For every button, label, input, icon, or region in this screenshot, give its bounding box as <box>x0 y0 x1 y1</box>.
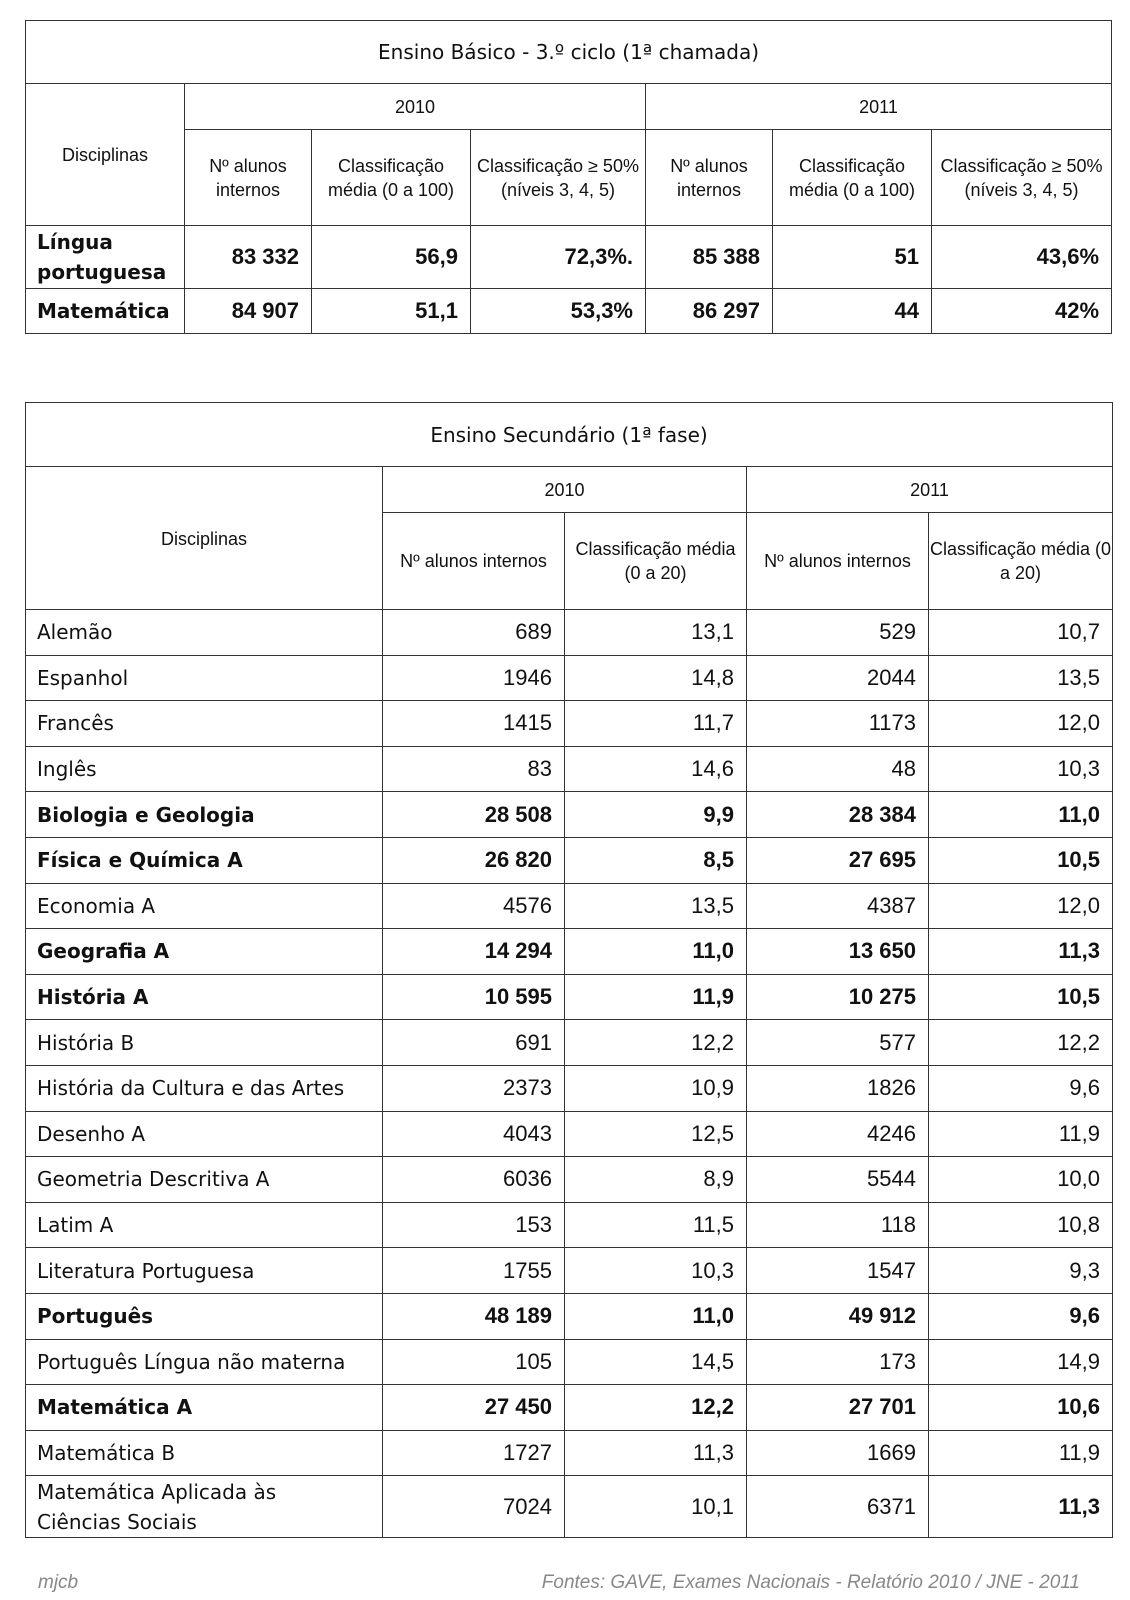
cell: 48 189 <box>383 1293 565 1339</box>
cell: 11,0 <box>929 792 1113 838</box>
row-name: Biologia e Geologia <box>26 792 383 838</box>
basico-col-pct-2010: Classificação ≥ 50% (níveis 3, 4, 5) <box>471 130 646 226</box>
secundario-col-alunos-2011: Nº alunos internos <box>747 513 929 610</box>
cell: 1669 <box>747 1430 929 1476</box>
cell: 4387 <box>747 883 929 929</box>
secundario-body <box>26 610 1113 1538</box>
basico-col-alunos-2010: Nº alunos internos <box>185 130 312 226</box>
cell: 13,5 <box>565 883 747 929</box>
cell: 10,1 <box>565 1476 747 1538</box>
cell: 10,6 <box>929 1385 1113 1431</box>
row-name: Alemão <box>26 610 383 656</box>
secundario-col-media-2010: Classificação média (0 a 20) <box>565 513 747 610</box>
cell: 14 294 <box>383 929 565 975</box>
table-row <box>26 746 1113 792</box>
cell: 43,6% <box>932 226 1112 289</box>
cell: 1547 <box>747 1248 929 1294</box>
cell: 1415 <box>383 701 565 747</box>
cell: 27 695 <box>747 837 929 883</box>
cell: 11,0 <box>565 1293 747 1339</box>
table-row <box>26 1202 1113 1248</box>
cell: 105 <box>383 1339 565 1385</box>
row-name: Geografia A <box>26 929 383 975</box>
cell: 1826 <box>747 1065 929 1111</box>
cell: 14,6 <box>565 746 747 792</box>
cell: 1173 <box>747 701 929 747</box>
table-row <box>26 792 1113 838</box>
table-row <box>26 883 1113 929</box>
table-row <box>26 837 1113 883</box>
cell: 10,7 <box>929 610 1113 656</box>
cell: 10 595 <box>383 974 565 1020</box>
cell: 7024 <box>383 1476 565 1538</box>
cell: 691 <box>383 1020 565 1066</box>
table-row <box>26 1476 1113 1538</box>
basico-col-alunos-2011: Nº alunos internos <box>646 130 773 226</box>
secundario-col-media-2011: Classificação média (0 a 20) <box>929 513 1113 610</box>
cell: 13 650 <box>747 929 929 975</box>
row-name: Português Língua não materna <box>26 1339 383 1385</box>
cell: 12,2 <box>929 1020 1113 1066</box>
cell: 48 <box>747 746 929 792</box>
row-name: Física e Química A <box>26 837 383 883</box>
cell: 14,9 <box>929 1339 1113 1385</box>
secundario-col-alunos-2010: Nº alunos internos <box>383 513 565 610</box>
row-name: Francês <box>26 701 383 747</box>
row-name: Inglês <box>26 746 383 792</box>
row-name: Geometria Descritiva A <box>26 1157 383 1203</box>
row-name: Língua portuguesa <box>26 226 185 289</box>
basico-title: Ensino Básico - 3.º ciclo (1ª chamada) <box>26 21 1112 84</box>
cell: 4576 <box>383 883 565 929</box>
row-name: Matemática A <box>26 1385 383 1431</box>
row-name: Desenho A <box>26 1111 383 1157</box>
cell: 5544 <box>747 1157 929 1203</box>
cell: 2044 <box>747 655 929 701</box>
cell: 44 <box>773 289 932 334</box>
cell: 83 <box>383 746 565 792</box>
cell: 14,8 <box>565 655 747 701</box>
cell: 11,9 <box>929 1111 1113 1157</box>
cell: 12,0 <box>929 701 1113 747</box>
cell: 6371 <box>747 1476 929 1538</box>
cell: 9,6 <box>929 1293 1113 1339</box>
cell: 8,5 <box>565 837 747 883</box>
basico-year-2010: 2010 <box>185 84 646 130</box>
cell: 11,9 <box>565 974 747 1020</box>
ensino-basico-table <box>25 20 1112 334</box>
cell: 51 <box>773 226 932 289</box>
cell: 28 384 <box>747 792 929 838</box>
cell: 86 297 <box>646 289 773 334</box>
table-row <box>26 1157 1113 1203</box>
row-name: Economia A <box>26 883 383 929</box>
row-name: Português <box>26 1293 383 1339</box>
cell: 27 701 <box>747 1385 929 1431</box>
cell: 4043 <box>383 1111 565 1157</box>
cell: 10,3 <box>565 1248 747 1294</box>
cell: 13,5 <box>929 655 1113 701</box>
table-row <box>26 701 1113 747</box>
cell: 11,3 <box>565 1430 747 1476</box>
cell: 2373 <box>383 1065 565 1111</box>
cell: 4246 <box>747 1111 929 1157</box>
cell: 85 388 <box>646 226 773 289</box>
cell: 11,5 <box>565 1202 747 1248</box>
cell: 9,9 <box>565 792 747 838</box>
basico-disciplinas-header: Disciplinas <box>26 84 185 226</box>
table-row <box>26 1339 1113 1385</box>
cell: 1755 <box>383 1248 565 1294</box>
cell: 10,3 <box>929 746 1113 792</box>
table-row <box>26 1293 1113 1339</box>
cell: 42% <box>932 289 1112 334</box>
cell: 12,0 <box>929 883 1113 929</box>
table-row <box>26 289 1112 334</box>
cell: 10,9 <box>565 1065 747 1111</box>
cell: 53,3% <box>471 289 646 334</box>
cell: 577 <box>747 1020 929 1066</box>
table-row <box>26 610 1113 656</box>
cell: 13,1 <box>565 610 747 656</box>
footer-sources: Fontes: GAVE, Exames Nacionais - Relatório 2010 / JNE - 2011 <box>541 1572 1080 1593</box>
row-name: História B <box>26 1020 383 1066</box>
secundario-year-2011: 2011 <box>747 467 1113 513</box>
cell: 12,2 <box>565 1020 747 1066</box>
cell: 12,2 <box>565 1385 747 1431</box>
table-row <box>26 655 1113 701</box>
table-row <box>26 929 1113 975</box>
cell: 8,9 <box>565 1157 747 1203</box>
row-name: Matemática B <box>26 1430 383 1476</box>
cell: 9,6 <box>929 1065 1113 1111</box>
cell: 173 <box>747 1339 929 1385</box>
table-row <box>26 226 1112 289</box>
basico-col-media-2011: Classificação média (0 a 100) <box>773 130 932 226</box>
row-name: Matemática <box>26 289 185 334</box>
cell: 11,7 <box>565 701 747 747</box>
cell: 51,1 <box>312 289 471 334</box>
cell: 529 <box>747 610 929 656</box>
secundario-disciplinas-header: Disciplinas <box>26 467 383 610</box>
ensino-secundario-table <box>25 402 1113 1538</box>
cell: 12,5 <box>565 1111 747 1157</box>
row-name: Latim A <box>26 1202 383 1248</box>
cell: 11,0 <box>565 929 747 975</box>
cell: 10,0 <box>929 1157 1113 1203</box>
row-name: História da Cultura e das Artes <box>26 1065 383 1111</box>
cell: 14,5 <box>565 1339 747 1385</box>
row-name: Matemática Aplicada às Ciências Sociais <box>26 1476 383 1538</box>
cell: 10,5 <box>929 974 1113 1020</box>
cell: 10,5 <box>929 837 1113 883</box>
cell: 689 <box>383 610 565 656</box>
row-name: História A <box>26 974 383 1020</box>
table-row <box>26 1385 1113 1431</box>
cell: 11,9 <box>929 1430 1113 1476</box>
cell: 10 275 <box>747 974 929 1020</box>
cell: 28 508 <box>383 792 565 838</box>
table-row <box>26 974 1113 1020</box>
table-row <box>26 1248 1113 1294</box>
basico-year-2011: 2011 <box>646 84 1112 130</box>
basico-col-media-2010: Classificação média (0 a 100) <box>312 130 471 226</box>
cell: 56,9 <box>312 226 471 289</box>
cell: 118 <box>747 1202 929 1248</box>
table-row <box>26 1430 1113 1476</box>
cell: 27 450 <box>383 1385 565 1431</box>
cell: 84 907 <box>185 289 312 334</box>
cell: 9,3 <box>929 1248 1113 1294</box>
cell: 6036 <box>383 1157 565 1203</box>
cell: 11,3 <box>929 929 1113 975</box>
footer-author: mjcb <box>38 1572 79 1593</box>
table-row <box>26 1065 1113 1111</box>
secundario-title: Ensino Secundário (1ª fase) <box>26 403 1113 467</box>
cell: 49 912 <box>747 1293 929 1339</box>
cell: 11,3 <box>929 1476 1113 1538</box>
basico-col-pct-2011: Classificação ≥ 50% (níveis 3, 4, 5) <box>932 130 1112 226</box>
table-row <box>26 1020 1113 1066</box>
table-row <box>26 1111 1113 1157</box>
cell: 26 820 <box>383 837 565 883</box>
row-name: Espanhol <box>26 655 383 701</box>
cell: 1946 <box>383 655 565 701</box>
cell: 1727 <box>383 1430 565 1476</box>
cell: 153 <box>383 1202 565 1248</box>
secundario-year-2010: 2010 <box>383 467 747 513</box>
cell: 10,8 <box>929 1202 1113 1248</box>
row-name: Literatura Portuguesa <box>26 1248 383 1294</box>
cell: 72,3%. <box>471 226 646 289</box>
cell: 83 332 <box>185 226 312 289</box>
